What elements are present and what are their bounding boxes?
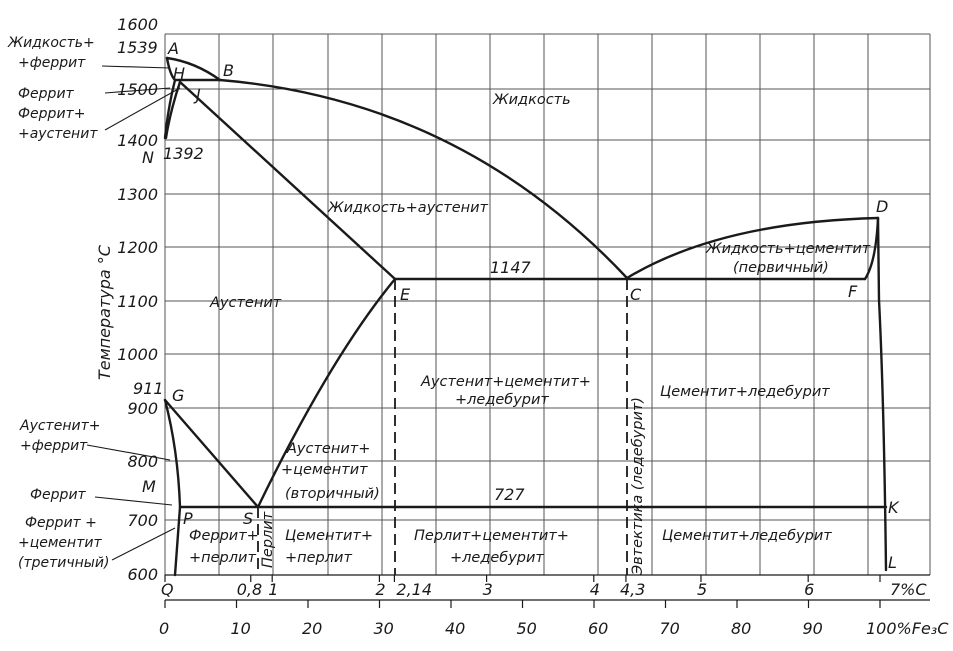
ann-ferrite-low: Феррит [30, 487, 86, 503]
point-N: N [142, 148, 154, 167]
fe3c-tick-label: 50 [516, 619, 537, 638]
temperature-labels [117, 38, 532, 504]
line-PQ [175, 507, 180, 575]
region-aus-cem-led-2: +ледебурит [455, 392, 549, 408]
region-pearl-cem-led-2: +ледебурит [450, 550, 544, 566]
ann-fer-cem3-1: Феррит + [25, 515, 97, 531]
ann-liq-ferrite-1: Жидкость+ [8, 35, 95, 51]
temp-727: 727 [494, 485, 525, 504]
region-cem-led-lower: Цементит+ледебурит [662, 528, 832, 544]
y-tick-600: 600 [127, 565, 158, 584]
ann-ferrite-aus-2: +аустенит [18, 126, 98, 142]
region-ferrite-pearlite: Феррит+ [189, 528, 259, 544]
y-tick-900: 900 [127, 399, 158, 418]
region-ferrite-pearlite-2: +перлит [189, 550, 256, 566]
region-cem-led-upper: Цементит+ледебурит [660, 384, 830, 400]
carbon-tick-label: 4 [589, 580, 600, 599]
ann-aus-ferrite-2: +феррит [20, 438, 88, 454]
ann-ferrite-top: Феррит [18, 86, 74, 102]
carbon-tick-label: 4,3 [619, 580, 646, 599]
point-K: K [888, 498, 899, 517]
region-eutectic: Эвтектика (ледебурит) [630, 397, 646, 575]
y-tick-800: 800 [127, 452, 158, 471]
carbon-tick-label: 1 [268, 580, 279, 599]
region-pearl-cem-led: Перлит+цементит+ [414, 528, 569, 544]
region-liquid: Жидкость [493, 92, 571, 108]
temp-1539: 1539 [117, 38, 158, 57]
region-cem-pearlite: Цементит+ [285, 528, 373, 544]
fe3c-tick-label: 40 [445, 619, 466, 638]
ann-ferrite-aus-1: Феррит+ [18, 106, 86, 122]
y-tick-1600: 1600 [117, 15, 158, 34]
point-H: H [173, 64, 186, 83]
region-liquid-cementite: Жидкость+цементит [706, 241, 871, 257]
point-S: S [243, 509, 254, 528]
temp-911: 911 [133, 379, 164, 398]
point-M: M [142, 477, 156, 496]
y-tick-1500: 1500 [117, 80, 158, 99]
point-A: A [168, 39, 179, 58]
region-austenite: Аустенит [210, 295, 282, 311]
liquidus-BC [220, 80, 627, 278]
fe3c-tick-label: 60 [588, 619, 609, 638]
carbon-tick-label: 0,8 [236, 580, 263, 599]
temp-1392: 1392 [163, 144, 204, 163]
y-tick-1200: 1200 [117, 238, 158, 257]
fe3c-tick-label: 10 [230, 619, 251, 638]
carbon-tick-label: Q [161, 580, 174, 599]
point-F: F [848, 282, 858, 301]
ann-fer-cem3-2: +цементит [18, 535, 102, 551]
ann-fer-cem3-3: (третичный) [18, 555, 110, 571]
region-labels [189, 92, 871, 576]
point-L: L [888, 553, 897, 572]
y-tick-700: 700 [127, 511, 158, 530]
fe3c-tick-label: 30 [373, 619, 394, 638]
carbon-tick-label: 2 [375, 580, 386, 599]
fe3c-axis [159, 600, 949, 638]
region-cem-pearlite-2: +перлит [285, 550, 352, 566]
region-aus-cem2-2: +цементит [281, 462, 368, 478]
ann-liq-ferrite-2: +феррит [18, 55, 86, 71]
y-tick-1300: 1300 [117, 185, 158, 204]
carbon-tick-label: 5 [696, 580, 708, 599]
y-tick-1000: 1000 [117, 345, 158, 364]
temp-1147: 1147 [490, 258, 531, 277]
ann-aus-ferrite-1: Аустенит+ [20, 418, 101, 434]
y-axis [95, 15, 158, 584]
x-axes [159, 575, 949, 638]
region-pearlite: Перлит [260, 511, 276, 568]
point-C: C [630, 285, 642, 304]
fe3c-tick-label: 80 [731, 619, 752, 638]
point-E: E [400, 285, 411, 304]
solidus-JE [180, 82, 395, 279]
point-D: D [876, 197, 889, 216]
region-aus-cem2-3: (вторичный) [285, 486, 380, 502]
y-axis-title: Температура °С [95, 245, 114, 380]
point-B: B [223, 61, 234, 80]
carbon-tick-label: 6 [804, 580, 815, 599]
point-G: G [172, 386, 185, 405]
fe3c-tick-label: 90 [802, 619, 823, 638]
point-J: J [196, 85, 201, 104]
region-aus-cem-led: Аустенит+цементит+ [421, 374, 591, 390]
fe3c-tick-label: 100%Fe₃C [866, 619, 949, 638]
carbon-tick-label: 3 [482, 580, 493, 599]
fe3c-tick-label: 0 [159, 619, 170, 638]
region-aus-cem2: Аустенит+ [287, 441, 371, 457]
line-DL [878, 218, 886, 570]
carbon-tick-label: 7%C [890, 580, 927, 599]
region-liquid-cementite-primary: (первичный) [733, 260, 829, 276]
fe3c-tick-label: 70 [659, 619, 680, 638]
carbon-tick-label: 2,14 [396, 580, 433, 599]
fe3c-tick-label: 20 [302, 619, 323, 638]
carbon-axis [161, 575, 927, 599]
y-tick-1100: 1100 [117, 292, 158, 311]
region-liquid-austenite: Жидкость+аустенит [328, 200, 488, 216]
point-P: P [183, 509, 193, 528]
y-tick-1400: 1400 [117, 131, 158, 150]
